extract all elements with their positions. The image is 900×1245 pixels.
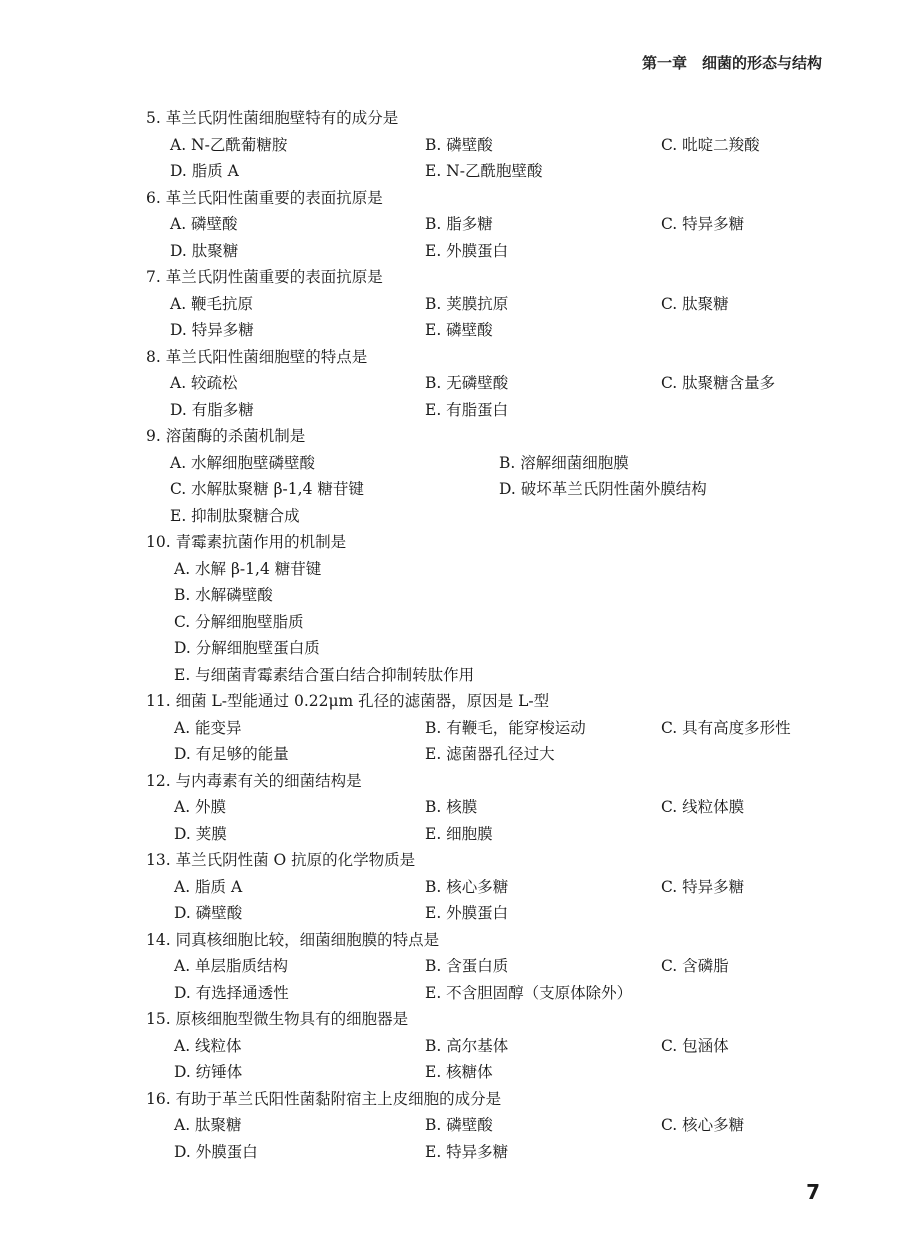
option-row (146, 1139, 846, 1166)
option-row (146, 291, 846, 318)
option-row (146, 609, 846, 636)
option-c: C. 特异多糖 (661, 215, 745, 233)
option-d: D. 特异多糖 (170, 321, 254, 339)
question-stem: 15. 原核细胞型微生物具有的细胞器是 (146, 1010, 409, 1028)
question-stem: 7. 革兰氏阴性菌重要的表面抗原是 (146, 268, 383, 286)
option-row (146, 132, 846, 159)
option-a: A. 脂质 A (174, 877, 243, 896)
option-row (146, 980, 846, 1007)
page-number: 7 (806, 1180, 820, 1204)
option-row (146, 794, 846, 821)
option-e: E. 核糖体 (425, 1063, 493, 1081)
question-stem: 5. 革兰氏阴性菌细胞壁特有的成分是 (146, 109, 399, 127)
option-a: A. 水解 β-1,4 糖苷键 (174, 559, 322, 578)
question-stem: 14. 同真核细胞比较，细菌细胞膜的特点是 (146, 930, 440, 949)
option-d: D. 荚膜 (174, 824, 227, 843)
option-c: C. 肽聚糖含量多 (661, 374, 776, 392)
option-e: E. 细胞膜 (425, 824, 493, 843)
option-a: A. 水解细胞壁磷壁酸 (170, 453, 316, 472)
question-stem: 8. 革兰氏阳性菌细胞壁的特点是 (146, 347, 368, 366)
option-d: D. 脂质 A (170, 162, 239, 180)
question-stem: 10. 青霉素抗菌作用的机制是 (146, 533, 347, 551)
option-d: D. 磷壁酸 (174, 904, 243, 922)
option-b: B. 高尔基体 (425, 1036, 509, 1055)
option-e: E. N-乙酰胞壁酸 (425, 162, 543, 180)
option-c: C. 包涵体 (661, 1036, 729, 1055)
option-row (146, 821, 846, 848)
option-a: A. N-乙酰葡糖胺 (170, 135, 288, 154)
option-a: A. 鞭毛抗原 (170, 294, 254, 313)
option-c: C. 线粒体膜 (661, 798, 745, 816)
option-row (146, 476, 846, 503)
option-row (146, 1059, 846, 1086)
option-b: B. 核心多糖 (425, 877, 509, 896)
option-e: E. 滤菌器孔径过大 (425, 745, 555, 763)
question-stem: 6. 革兰氏阳性菌重要的表面抗原是 (146, 188, 383, 207)
option-a: A. 较疏松 (170, 374, 238, 392)
option-row (146, 741, 846, 768)
option-a: A. 能变异 (174, 718, 242, 737)
chapter-header: 第一章 细菌的形态与结构 (641, 54, 822, 72)
option-c: C. 水解肽聚糖 β-1,4 糖苷键 (170, 480, 364, 498)
question-stem: 11. 细菌 L-型能通过 0.22μm 孔径的滤菌器，原因是 L-型 (146, 692, 550, 710)
option-b: B. 含蛋白质 (425, 957, 509, 975)
option-d: D. 肽聚糖 (170, 241, 239, 260)
option-row (146, 158, 846, 185)
option-row (146, 582, 846, 609)
option-b: B. 磷壁酸 (425, 1116, 493, 1134)
option-c: C. 特异多糖 (661, 877, 745, 896)
option-d: D. 纺锤体 (174, 1063, 243, 1081)
option-d: D. 外膜蛋白 (174, 1142, 258, 1161)
option-c: C. 含磷脂 (661, 957, 729, 975)
option-a: A. 肽聚糖 (174, 1116, 242, 1134)
option-b: B. 无磷壁酸 (425, 374, 509, 392)
option-b: B. 磷壁酸 (425, 135, 493, 154)
option-e: E. 特异多糖 (425, 1142, 509, 1161)
option-c: C. 具有高度多形性 (661, 718, 791, 737)
option-row (146, 874, 846, 901)
option-a: A. 单层脂质结构 (174, 957, 289, 975)
question-stem: 12. 与内毒素有关的细菌结构是 (146, 771, 362, 790)
option-b: B. 水解磷壁酸 (174, 586, 273, 604)
option-row (146, 1033, 846, 1060)
option-c: C. 吡啶二羧酸 (661, 135, 760, 154)
option-c: C. 分解细胞壁脂质 (174, 612, 304, 631)
option-a: A. 线粒体 (174, 1036, 242, 1055)
option-b: B. 荚膜抗原 (425, 294, 509, 313)
option-row (146, 715, 846, 742)
option-row (146, 317, 846, 344)
option-d: D. 破坏革兰氏阴性菌外膜结构 (499, 480, 707, 498)
option-a: A. 外膜 (174, 798, 227, 816)
question-stem: 16. 有助于革兰氏阳性菌黏附宿主上皮细胞的成分是 (146, 1089, 502, 1108)
question-stem: 13. 革兰氏阴性菌 O 抗原的化学物质是 (146, 851, 416, 869)
option-row (146, 370, 846, 397)
option-c: C. 肽聚糖 (661, 294, 729, 313)
question-list (146, 105, 846, 1165)
option-e: E. 与细菌青霉素结合蛋白结合抑制转肽作用 (174, 665, 475, 684)
option-row (146, 397, 846, 424)
option-e: E. 外膜蛋白 (425, 241, 509, 260)
option-row (146, 211, 846, 238)
option-d: D. 有脂多糖 (170, 400, 254, 419)
option-row (146, 1112, 846, 1139)
option-row (146, 238, 846, 265)
option-a: A. 磷壁酸 (170, 215, 238, 233)
option-d: D. 分解细胞壁蛋白质 (174, 639, 320, 657)
question-stem: 9. 溶菌酶的杀菌机制是 (146, 427, 306, 445)
option-d: D. 有足够的能量 (174, 745, 289, 763)
option-e: E. 外膜蛋白 (425, 904, 509, 922)
option-d: D. 有选择通透性 (174, 983, 289, 1002)
option-row (146, 635, 846, 662)
option-e: E. 不含胆固醇（支原体除外） (425, 983, 633, 1002)
option-row (146, 556, 846, 583)
option-e: E. 有脂蛋白 (425, 400, 509, 419)
option-c: C. 核心多糖 (661, 1116, 745, 1134)
option-row (146, 503, 846, 530)
option-b: B. 核膜 (425, 798, 478, 816)
option-row (146, 953, 846, 980)
option-e: E. 抑制肽聚糖合成 (170, 506, 300, 525)
option-row (146, 662, 846, 689)
option-b: B. 溶解细菌细胞膜 (499, 453, 629, 472)
option-b: B. 脂多糖 (425, 215, 493, 233)
option-row (146, 900, 846, 927)
option-row (146, 450, 846, 477)
option-e: E. 磷壁酸 (425, 321, 493, 339)
option-b: B. 有鞭毛，能穿梭运动 (425, 718, 586, 737)
